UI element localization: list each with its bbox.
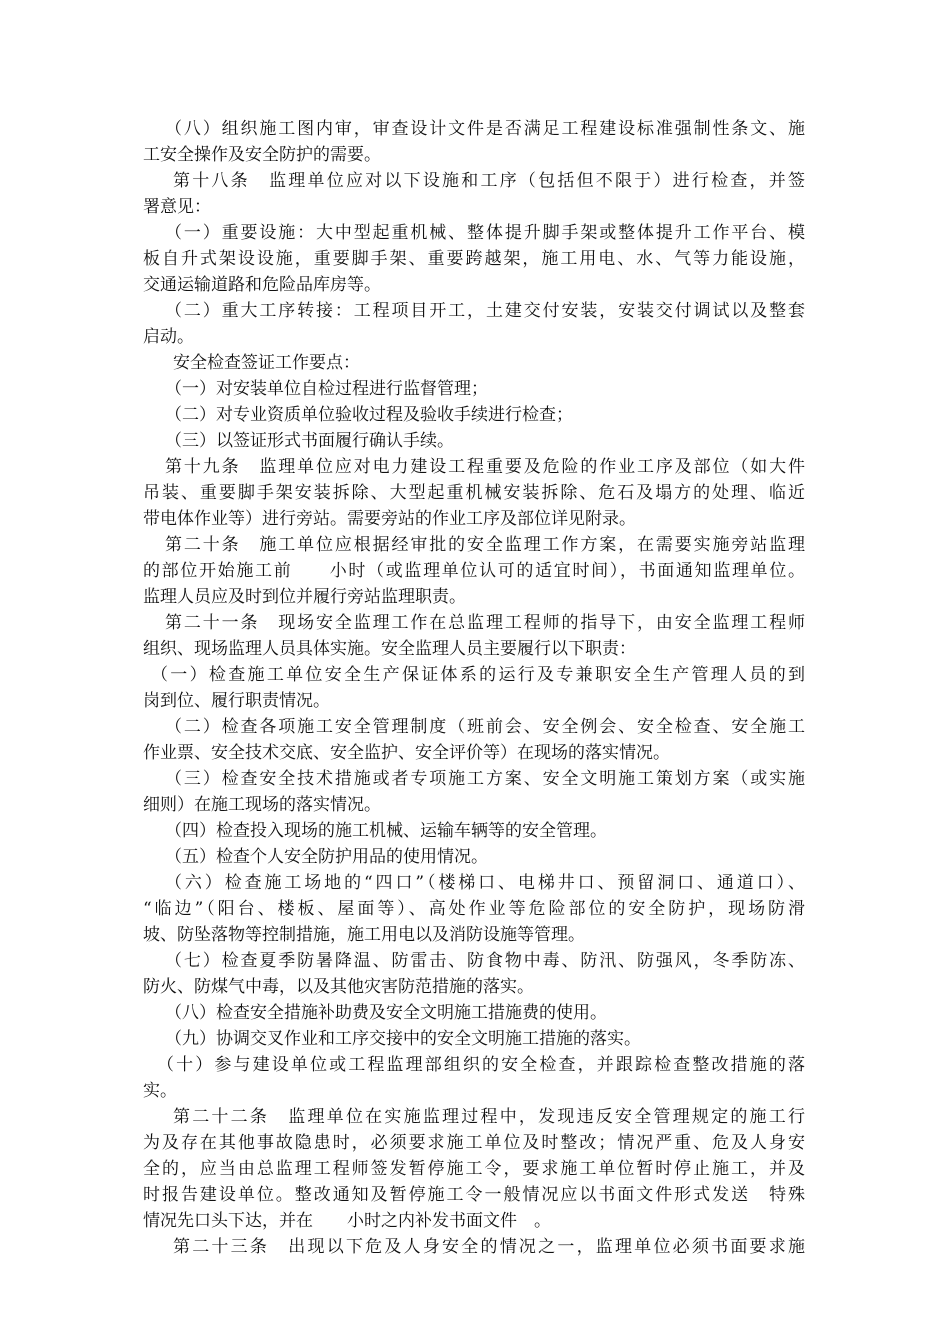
text-line: 第二十条 施工单位应根据经审批的安全监理工作方案，在需要实施旁站监理 xyxy=(165,535,805,555)
text-line: （二）重大工序转接：工程项目开工，土建交付安装，安装交付调试以及整套 xyxy=(165,301,805,321)
text-line: （一）重要设施：大中型起重机械、整体提升脚手架或整体提升工作平台、模 xyxy=(165,223,805,243)
text-line: 署意见： xyxy=(143,197,211,217)
text-line: 实。 xyxy=(143,1081,177,1101)
text-line: （一）检查施工单位安全生产保证体系的运行及专兼职安全生产管理人员的到 xyxy=(151,665,805,685)
text-line: （三）检查安全技术措施或者专项施工方案、安全文明施工策划方案（或实施 xyxy=(165,769,805,789)
text-line: 带电体作业等）进行旁站。需要旁站的作业工序及部位详见附录。 xyxy=(143,509,636,529)
text-line: 时报告建设单位。整改通知及暂停施工令一般情况应以书面文件形式发送 特殊 xyxy=(143,1185,805,1205)
text-line: 第二十二条 监理单位在实施监理过程中，发现违反安全管理规定的施工行 xyxy=(173,1107,805,1127)
text-line: 为及存在其他事故隐患时，必须要求施工单位及时整改；情况严重、危及人身安 xyxy=(143,1133,805,1153)
text-line: （八）组织施工图内审，审查设计文件是否满足工程建设标准强制性条文、施 xyxy=(165,119,805,139)
text-line: （五）检查个人安全防护用品的使用情况。 xyxy=(165,847,488,867)
text-line: 岗到位、履行职责情况。 xyxy=(143,691,330,711)
text-line: 全的，应当由总监理工程师签发暂停施工令，要求施工单位暂时停止施工，并及 xyxy=(143,1159,805,1179)
text-line: 板自升式架设设施，重要脚手架、重要跨越架，施工用电、水、气等力能设施， xyxy=(143,249,805,269)
text-line: 监理人员应及时到位并履行旁站监理职责。 xyxy=(143,587,466,607)
text-line: 第十九条 监理单位应对电力建设工程重要及危险的作业工序及部位（如大件 xyxy=(165,457,805,477)
text-line: （八）检查安全措施补助费及安全文明施工措施费的使用。 xyxy=(165,1003,607,1023)
text-line: 组织、现场监理人员具体实施。安全监理人员主要履行以下职责： xyxy=(143,639,636,659)
text-line: 防火、防煤气中毒，以及其他灾害防范措施的落实。 xyxy=(143,977,534,997)
text-line: 细则）在施工现场的落实情况。 xyxy=(143,795,381,815)
text-line: （二）对专业资质单位验收过程及验收手续进行检查； xyxy=(165,405,573,425)
text-line: 情况先口头下达，并在 小时之内补发书面文件 。 xyxy=(143,1211,551,1231)
text-line: 启动。 xyxy=(143,327,194,347)
text-line: （七）检查夏季防暑降温、防雷击、防食物中毒、防汛、防强风，冬季防冻、 xyxy=(165,951,805,971)
text-line: 坡、防坠落物等控制措施，施工用电以及消防设施等管理。 xyxy=(143,925,585,945)
text-line: （四）检查投入现场的施工机械、运输车辆等的安全管理。 xyxy=(165,821,607,841)
text-line: （三）以签证形式书面履行确认手续。 xyxy=(165,431,454,451)
text-line: （九）协调交叉作业和工序交接中的安全文明施工措施的落实。 xyxy=(165,1029,641,1049)
text-line: （二）检查各项施工安全管理制度（班前会、安全例会、安全检查、安全施工 xyxy=(165,717,805,737)
text-line: 第十八条 监理单位应对以下设施和工序（包括但不限于）进行检查，并签 xyxy=(173,171,805,191)
text-line: 第二十一条 现场安全监理工作在总监理工程师的指导下，由安全监理工程师 xyxy=(165,613,805,633)
text-line: 作业票、安全技术交底、安全监护、安全评价等）在现场的落实情况。 xyxy=(143,743,670,763)
text-line: 第二十三条 出现以下危及人身安全的情况之一，监理单位必须书面要求施 xyxy=(173,1237,805,1257)
text-line: “临边”（阳台、楼板、屋面等）、高处作业等危险部位的安全防护，现场防滑 xyxy=(143,899,805,919)
text-line: （六）检查施工场地的“四口”（楼梯口、电梯井口、预留洞口、通道口）、 xyxy=(165,873,805,893)
text-line: （十）参与建设单位或工程监理部组织的安全检查，并跟踪检查整改措施的落 xyxy=(157,1055,805,1075)
text-line: 交通运输道路和危险品库房等。 xyxy=(143,275,381,295)
text-line: 工安全操作及安全防护的需要。 xyxy=(143,145,381,165)
text-line: （一）对安装单位自检过程进行监督管理； xyxy=(165,379,488,399)
text-line: 的部位开始施工前 小时（或监理单位认可的适宜时间），书面通知监理单位。 xyxy=(143,561,805,581)
text-line: 安全检查签证工作要点： xyxy=(173,353,360,373)
text-line: 吊装、重要脚手架安装拆除、大型起重机械安装拆除、危石及塌方的处理、临近 xyxy=(143,483,805,503)
document-body xyxy=(143,116,805,1260)
